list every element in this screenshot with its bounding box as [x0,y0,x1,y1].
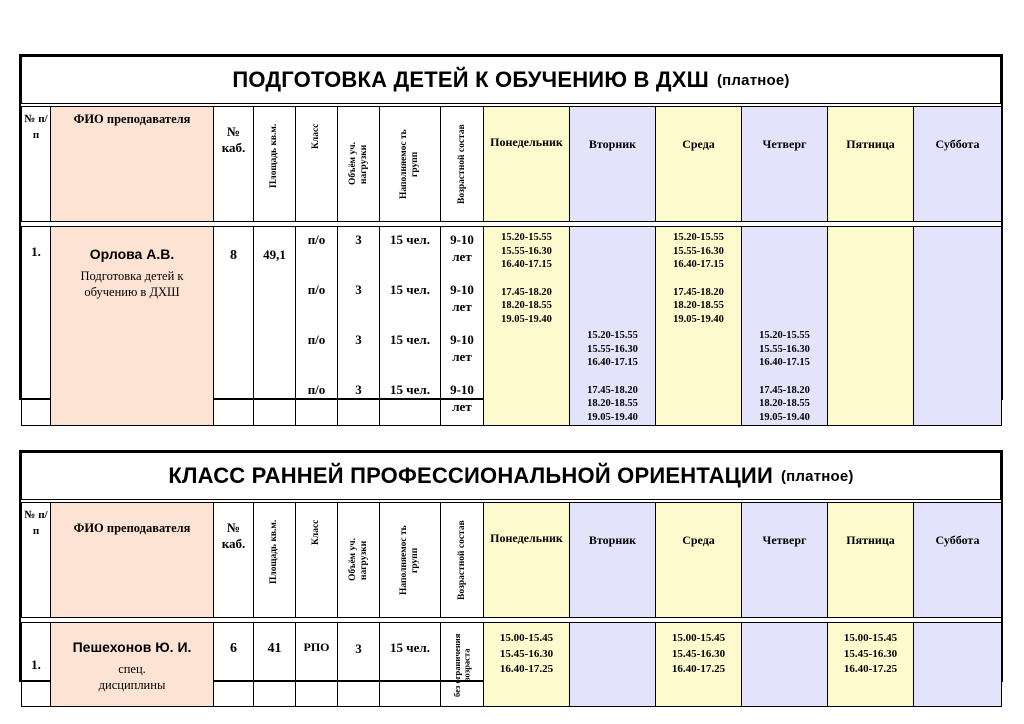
col-tue: Вторник [570,503,656,618]
fill-value: 15 чел. [380,623,441,707]
cab-value: 6 [214,623,254,707]
time-slot: 19.05-19.40 [501,313,552,325]
title-sub: (платное) [716,71,790,89]
teacher-desc: спец. дисциплины [98,662,166,692]
teacher-name: Орлова А.В. [89,246,175,262]
time-gap [484,272,569,286]
area-value: 49,1 [254,227,296,426]
col-age: Возрастной состав [441,503,484,618]
header-row [22,107,1002,222]
time-slot: 15.45-16.30 [671,647,726,660]
time-slot: 15.00-15.45 [843,632,898,644]
time-slot: 18.20-18.55 [673,300,724,311]
wed-times [656,227,742,426]
col-thu: Четверг [742,503,828,618]
time-slot: 15.55-16.30 [587,343,638,355]
time-slot: 15.45-16.30 [843,647,898,660]
col-cab: № каб. [214,503,254,618]
col-load: Объём уч. нагрузки [338,107,380,222]
time-slot: 16.40-17.25 [499,663,554,675]
time-gap [742,370,827,384]
time-slot: 18.20-18.55 [759,398,810,409]
teacher-cell [51,623,214,707]
mon-times [484,227,570,426]
teacher-name: Пешехонов Ю. И. [72,639,192,655]
time-slot: 19.05-19.40 [673,313,724,325]
title-sub: (платное) [780,467,854,485]
schedule-table [21,106,1002,426]
col-num: № п/ п [22,503,51,618]
age-values: 9-10 лет 9-10 лет 9-10 лет 9-10 лет [441,227,484,426]
age-value: без ограничения возраста [441,623,484,707]
thu-times [742,227,828,426]
time-slot: 16.40-17.15 [673,259,724,270]
time-slot: 15.00-15.45 [499,632,554,644]
col-sat: Суббота [914,107,1002,222]
time-gap [570,370,655,384]
row-num: 1. [22,227,51,426]
time-slot: 15.55-16.30 [759,343,810,355]
col-fio: ФИО преподавателя [51,107,214,222]
header-row [22,503,1002,618]
row-num: 1. [22,623,51,707]
col-fill: Наполняемос ть групп [380,503,441,618]
col-class: Класс [296,107,338,222]
col-wed: Среда [656,107,742,222]
col-tue: Вторник [570,107,656,222]
time-slot: 17.45-18.20 [587,384,638,396]
col-load: Объём уч. нагрузки [338,503,380,618]
time-slot: 17.45-18.20 [673,286,724,298]
table-row [22,623,1002,707]
time-slot: 15.45-16.30 [499,647,554,660]
col-num: № п/ п [22,107,51,222]
area-value: 41 [254,623,296,707]
title-text: КЛАСС РАННЕЙ ПРОФЕССИОНАЛЬНОЙ ОРИЕНТАЦИИ [168,463,773,488]
time-slot: 15.55-16.30 [673,245,724,257]
schedule-block-rpo [19,450,1007,697]
tue-times [570,227,656,426]
time-slot: 15.55-16.30 [501,245,552,257]
schedule-table [21,502,1002,707]
table-row [22,227,1002,426]
load-value: 3 [338,623,380,707]
col-cab: № каб. [214,107,254,222]
class-values: п/о п/о п/о п/о [296,227,338,426]
fri-times [828,623,914,707]
col-age: Возрастной состав [441,107,484,222]
col-sat: Суббота [914,503,1002,618]
time-slot: 17.45-18.20 [501,286,552,298]
teacher-cell [51,227,214,426]
block-title [21,452,1001,500]
schedule-block-preparation [19,54,1007,423]
sat-times [914,623,1002,707]
col-fri: Пятница [828,107,914,222]
time-slot: 15.20-15.55 [673,232,724,243]
col-class: Класс [296,503,338,618]
fri-times [828,227,914,426]
cab-value: 8 [214,227,254,426]
load-values: 3 3 3 3 [338,227,380,426]
time-slot: 17.45-18.20 [759,384,810,396]
time-slot: 16.40-17.15 [587,357,638,368]
time-slot: 15.20-15.55 [501,232,552,243]
time-slot: 16.40-17.15 [501,259,552,270]
col-mon: Понедельник [484,107,570,222]
col-area: Площадь кв.м. [254,503,296,618]
fill-values: 15 чел. 15 чел. 15 чел. 15 чел. [380,227,441,426]
block-title [21,56,1001,104]
time-gap [656,272,741,286]
teacher-desc: Подготовка детей к обучению в ДХШ [80,269,184,299]
title-text: ПОДГОТОВКА ДЕТЕЙ К ОБУЧЕНИЮ В ДХШ [232,67,709,92]
time-slot: 15.20-15.55 [759,330,810,341]
col-fri: Пятница [828,503,914,618]
time-slot: 18.20-18.55 [501,300,552,311]
time-slot: 19.05-19.40 [759,411,810,423]
col-area: Площадь кв.м. [254,107,296,222]
col-fill: Наполняемос ть групп [380,107,441,222]
wed-times [656,623,742,707]
time-slot: 15.00-15.45 [671,632,726,644]
sat-times [914,227,1002,426]
col-wed: Среда [656,503,742,618]
time-slot: 15.20-15.55 [587,330,638,341]
tue-times [570,623,656,707]
col-mon: Понедельник [484,503,570,618]
time-slot: 16.40-17.25 [843,663,898,675]
col-fio: ФИО преподавателя [51,503,214,618]
class-value: РПО [296,623,338,707]
time-slot: 19.05-19.40 [587,411,638,423]
time-slot: 16.40-17.25 [671,663,726,675]
time-slot: 16.40-17.15 [759,357,810,368]
time-slot: 18.20-18.55 [587,398,638,409]
mon-times [484,623,570,707]
col-thu: Четверг [742,107,828,222]
thu-times [742,623,828,707]
